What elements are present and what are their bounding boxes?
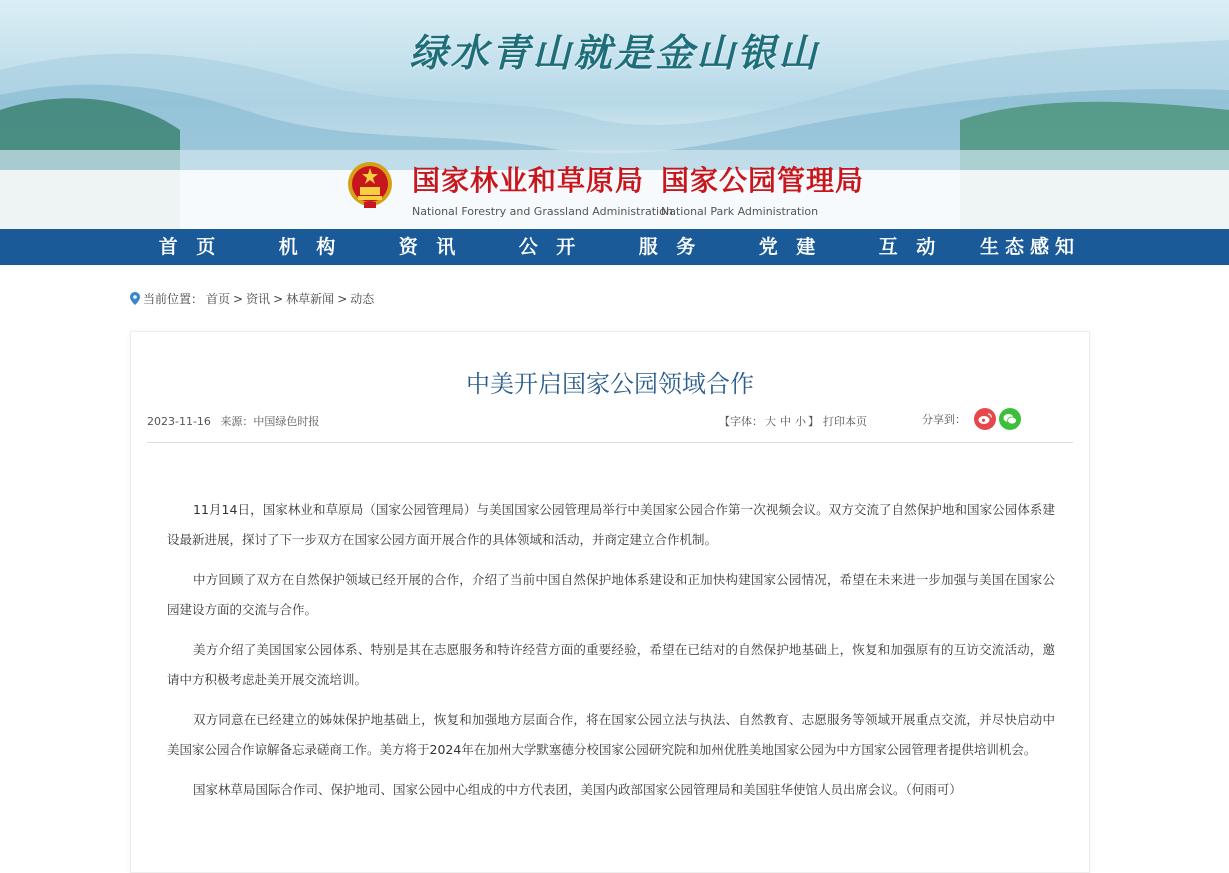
nav-item-party[interactable]: 党 建	[758, 236, 822, 258]
article-paragraph: 国家林草局国际合作司、保护地司、国家公园中心组成的中方代表团，美国内政部国家公园管理局和美国驻华使馆人员出席会议。（何雨可）	[193, 782, 962, 797]
breadcrumb-prefix: 当前位置：	[143, 292, 204, 306]
breadcrumb	[130, 290, 374, 307]
article-container	[130, 331, 1090, 873]
font-label-close: 】	[808, 415, 819, 428]
nav-item-service[interactable]: 服 务	[638, 236, 702, 258]
article-title: 中美开启国家公园领域合作	[466, 370, 754, 398]
main-nav	[0, 229, 1229, 265]
nav-item-interaction[interactable]: 互 动	[878, 236, 942, 258]
print-button[interactable]: 打印本页	[823, 415, 867, 428]
font-size-tools	[719, 413, 867, 429]
font-size-medium-button[interactable]: 中	[780, 415, 791, 428]
breadcrumb-separator: >	[273, 291, 284, 306]
share-label: 分享到：	[922, 413, 966, 426]
article-body	[167, 495, 1055, 815]
article-paragraph: 11月14日，国家林业和草原局（国家公园管理局）与美国国家公园管理局举行中美国家公园合作第一次视频会议。双方交流了自然保护地和国家公园体系建设最新进展，探讨了下一步双方在国家公园方面开展合作的具体领域和活动，并商定建立合作机制。	[167, 502, 1055, 547]
nav-item-public[interactable]: 公 开	[518, 236, 582, 258]
org-park	[661, 159, 864, 218]
nav-item-eco[interactable]: 生态感知	[979, 236, 1080, 258]
article-meta	[147, 413, 325, 429]
font-size-small-button[interactable]: 小	[795, 415, 806, 428]
breadcrumb-updates[interactable]: 动态	[350, 292, 375, 306]
article-paragraph: 双方同意在已经建立的姊妹保护地基础上，恢复和加强地方层面合作，将在国家公园立法与执法、自然教育、志愿服务等领域开展重点交流，并尽快启动中美国家公园合作谅解备忘录磋商工作。美方将于2024年在加州大学默塞德分校国家公园研究院和加州优胜美地国家公园为中方国家公园管理者提供培训机会。	[167, 712, 1055, 757]
org-forestry	[412, 159, 673, 218]
slogan-text: 绿水青山就是金山银山	[409, 30, 820, 75]
font-size-large-button[interactable]: 大	[765, 415, 776, 428]
article-paragraph: 中方回顾了双方在自然保护领域已经开展的合作，介绍了当前中国自然保护地体系建设和正加快构建国家公园情况，希望在未来进一步加强与美国在国家公园建设方面的交流与合作。	[167, 572, 1055, 617]
font-label: 【字体：	[719, 415, 763, 428]
article-paragraph: 美方介绍了美国国家公园体系、特别是其在志愿服务和特许经营方面的重要经验，希望在已结对的自然保护地基础上，恢复和加强原有的互访交流活动，邀请中方积极考虑赴美开展交流培训。	[167, 642, 1055, 687]
share-bar	[922, 408, 1021, 430]
nav-item-organization[interactable]: 机 构	[278, 236, 342, 258]
nav-item-home[interactable]: 首 页	[158, 236, 222, 258]
breadcrumb-forestry-news[interactable]: 林草新闻	[286, 292, 335, 306]
title-divider	[147, 442, 1073, 443]
wechat-share-icon[interactable]	[999, 408, 1021, 430]
nav-item-news[interactable]: 资 讯	[398, 236, 462, 258]
org-forestry-name-en: National Forestry and Grassland Administration	[412, 205, 673, 218]
org-forestry-name-cn: 国家林业和草原局	[412, 164, 645, 197]
header-banner	[0, 0, 1229, 229]
weibo-share-icon[interactable]	[974, 408, 996, 430]
breadcrumb-separator: >	[337, 291, 348, 306]
org-park-name-cn: 国家公园管理局	[661, 164, 865, 197]
article-source: 来源：中国绿色时报	[220, 415, 320, 428]
breadcrumb-home[interactable]: 首页	[206, 292, 231, 306]
org-park-name-en: National Park Administration	[661, 205, 819, 218]
article-date: 2023-11-16	[147, 415, 211, 428]
breadcrumb-news[interactable]: 资讯	[246, 292, 271, 306]
national-emblem-icon	[346, 160, 394, 210]
location-pin-icon	[130, 292, 140, 305]
breadcrumb-separator: >	[233, 291, 244, 306]
